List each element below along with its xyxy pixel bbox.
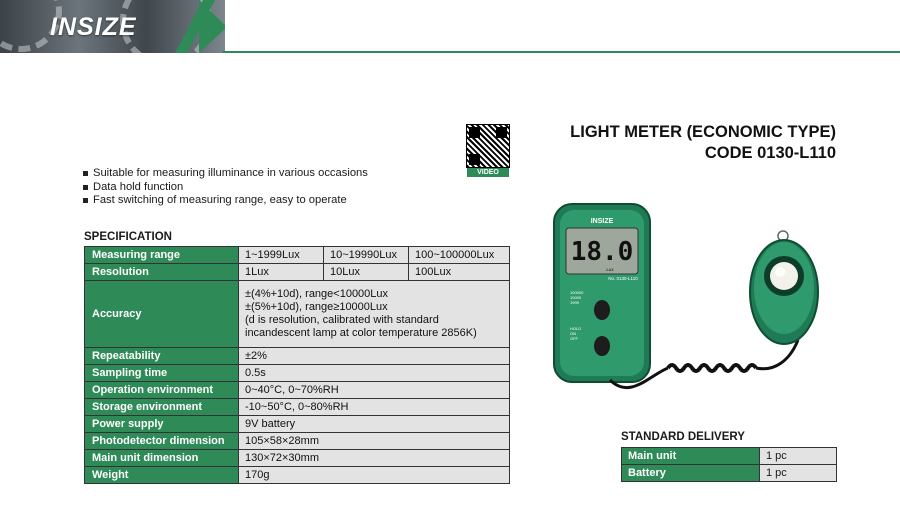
table-row — [85, 348, 510, 365]
delivery-heading: STANDARD DELIVERY — [621, 431, 745, 443]
cell-value: 10Lux — [324, 264, 409, 281]
row-label: Main unit dimension — [85, 450, 239, 467]
cell-value: 10~19990Lux — [324, 247, 409, 264]
row-label: Weight — [85, 467, 239, 484]
cell-value: 1Lux — [239, 264, 324, 281]
row-label: Main unit — [622, 448, 760, 465]
row-label: Repeatability — [85, 348, 239, 365]
cell-value: 0.5s — [239, 365, 510, 382]
row-label: Battery — [622, 465, 760, 482]
table-row — [622, 465, 837, 482]
cell-value: 100~100000Lux — [409, 247, 510, 264]
cell-value: -10~50°C, 0~80%RH — [239, 399, 510, 416]
header-divider — [222, 51, 900, 53]
display-reading: 18.0 — [570, 237, 634, 267]
table-row — [622, 448, 837, 465]
cell-value: 9V battery — [239, 416, 510, 433]
device-model-label: No. 0130-L110 — [608, 276, 638, 281]
coiled-cable — [668, 365, 756, 371]
row-label: Sampling time — [85, 365, 239, 382]
cell-value: 1~1999Lux — [239, 247, 324, 264]
accuracy-value — [239, 281, 510, 348]
light-meter-illustration — [550, 200, 850, 410]
video-qr-code[interactable] — [467, 125, 509, 177]
row-label: Accuracy — [85, 281, 239, 348]
cell-value: 1 pc — [760, 465, 837, 482]
device-brand-label: INSIZE — [590, 218, 614, 225]
banner-arrow — [199, 0, 225, 53]
accuracy-line: (d is resolution, calibrated with standard — [245, 314, 439, 326]
range-label: 10000 — [570, 295, 582, 300]
table-row — [85, 416, 510, 433]
row-label: Resolution — [85, 264, 239, 281]
row-label: Operation environment — [85, 382, 239, 399]
list-item: Data hold function — [83, 181, 368, 195]
product-title: LIGHT METER (ECONOMIC TYPE) — [570, 123, 836, 141]
table-row — [85, 264, 510, 281]
range-button — [594, 300, 610, 320]
range-label: 1999 — [570, 300, 579, 305]
video-label: VIDEO — [467, 168, 509, 177]
header-banner — [0, 0, 225, 53]
page-title — [570, 122, 836, 164]
table-row — [85, 433, 510, 450]
row-label: Storage environment — [85, 399, 239, 416]
table-row — [85, 450, 510, 467]
accuracy-line: ±(4%+10d), range<10000Lux — [245, 288, 389, 300]
cell-value: 1 pc — [760, 448, 837, 465]
list-item: Fast switching of measuring range, easy to operate — [83, 194, 368, 208]
cell-value: 0~40°C, 0~70%RH — [239, 382, 510, 399]
sensor-highlight — [775, 267, 785, 277]
cable — [756, 340, 798, 369]
accuracy-line: ±(5%+10d), range≥10000Lux — [245, 301, 388, 313]
accuracy-line: incandescent lamp at color temperature 2856K) — [245, 327, 477, 339]
hold-label: HOLD — [570, 326, 582, 331]
cell-value: 100Lux — [409, 264, 510, 281]
display-unit: Lux — [606, 267, 614, 272]
brand-logo[interactable]: INSIZE — [50, 13, 137, 41]
row-label: Measuring range — [85, 247, 239, 264]
table-row — [85, 382, 510, 399]
table-row — [85, 247, 510, 264]
cell-value: ±2% — [239, 348, 510, 365]
delivery-table — [621, 447, 837, 482]
table-row — [85, 467, 510, 484]
table-row — [85, 365, 510, 382]
product-code: CODE 0130-L110 — [704, 144, 836, 162]
list-item: Suitable for measuring illuminance in various occasions — [83, 167, 368, 181]
cell-value: 105×58×28mm — [239, 433, 510, 450]
row-label: Power supply — [85, 416, 239, 433]
feature-list — [83, 167, 368, 208]
hold-label: OFF — [570, 336, 578, 341]
hold-label: ON — [570, 331, 576, 336]
specification-heading: SPECIFICATION — [84, 231, 172, 243]
cell-value: 130×72×30mm — [239, 450, 510, 467]
cell-value: 170g — [239, 467, 510, 484]
range-label: 100000 — [570, 290, 584, 295]
specification-table — [84, 246, 510, 484]
sensor-dome — [770, 262, 798, 290]
table-row — [85, 399, 510, 416]
hold-button — [594, 336, 610, 356]
row-label: Photodetector dimension — [85, 433, 239, 450]
qr-code-icon — [467, 125, 509, 167]
table-row — [85, 281, 510, 348]
